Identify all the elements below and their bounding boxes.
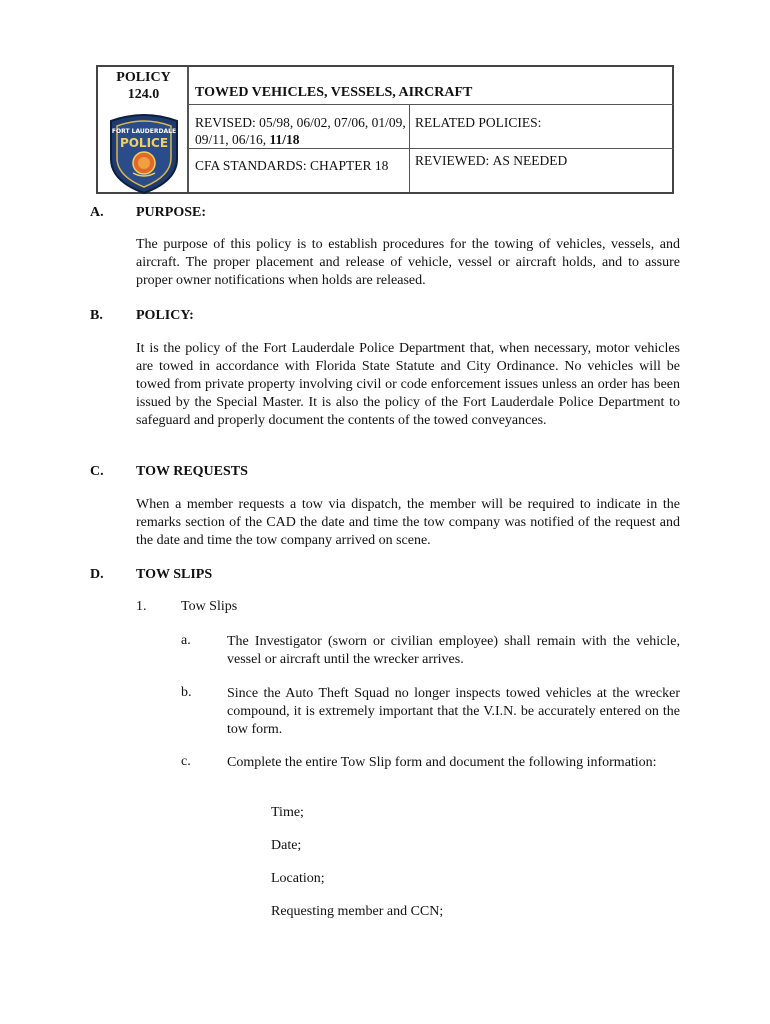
list-item: Complete the entire Tow Slip form and document the following information: xyxy=(227,755,657,770)
cfa-label: CFA STANDARDS: xyxy=(195,158,307,173)
section-letter: B. xyxy=(90,308,103,323)
police-badge-icon xyxy=(105,111,183,195)
reviewed-label: REVIEWED: xyxy=(415,153,490,168)
cfa-standards xyxy=(195,157,388,174)
section-letter: D. xyxy=(90,567,104,582)
revised-dates xyxy=(195,114,410,148)
cfa-value: CHAPTER 18 xyxy=(309,158,389,173)
header-divider xyxy=(187,104,674,105)
info-field: Time; xyxy=(271,805,304,820)
section-heading: POLICY: xyxy=(136,308,194,323)
list-item: Since the Auto Theft Squad no longer inspects towed vehicles at the wrecker compound, it is extremely important that the V.I.N. be accurately entered on the tow form. xyxy=(227,686,680,737)
section-paragraph: The purpose of this policy is to establish procedures for the towing of vehicles, vessels, and aircraft. The proper placement and release of vehicle, vessel or aircraft holds, and to assure proper owner notifications when holds are released. xyxy=(136,237,680,288)
related-policies: RELATED POLICIES: xyxy=(415,115,542,130)
revised-latest: 11/18 xyxy=(269,132,300,147)
info-field: Date; xyxy=(271,838,302,853)
policy-number-value: 124.0 xyxy=(127,87,160,102)
section-heading: PURPOSE: xyxy=(136,205,206,220)
subsection-label: Tow Slips xyxy=(181,599,238,614)
revised-dates-value: 05/98, 06/02, 07/06, 01/09, 09/11, 06/16, xyxy=(195,115,406,147)
list-item-letter: b. xyxy=(181,685,192,700)
policy-label: POLICY xyxy=(116,70,171,85)
subsection-number: 1. xyxy=(136,599,147,614)
info-field: Requesting member and CCN; xyxy=(271,904,444,919)
header-divider xyxy=(187,148,674,149)
section-paragraph: When a member requests a tow via dispatch, the member will be required to indicate in the remarks section of the CAD the date and time the tow company was notified of the request and the date and time the tow company arrived on scene. xyxy=(136,497,680,548)
badge-top-text: FORT LAUDERDALE xyxy=(111,128,177,135)
section-letter: C. xyxy=(90,464,104,479)
list-item-letter: c. xyxy=(181,754,191,769)
section-paragraph: It is the policy of the Fort Lauderdale Police Department that, when necessary, motor vehicles are towed in accordance with Florida State Statute and City Ordinance. No vehicles will be towed from private property involving civil or code enforcement issues unless an order has been issued by the Special Master. It is also the policy of the Fort Lauderdale Police Department to safeguard and properly document the contents of the towed conveyances. xyxy=(136,341,680,428)
section-letter: A. xyxy=(90,205,104,220)
list-item: The Investigator (sworn or civilian employee) shall remain with the vehicle, vessel or aircraft until the wrecker arrives. xyxy=(227,634,680,667)
revised-label: REVISED: xyxy=(195,115,256,130)
section-heading: TOW SLIPS xyxy=(136,567,213,582)
reviewed-value: AS NEEDED xyxy=(492,153,568,168)
policy-header-table xyxy=(96,65,674,194)
section-heading: TOW REQUESTS xyxy=(136,464,248,479)
list-item-letter: a. xyxy=(181,633,191,648)
badge-main-text: POLICE xyxy=(119,136,169,150)
reviewed xyxy=(415,152,567,169)
policy-number xyxy=(98,69,189,103)
info-field: Location; xyxy=(271,871,325,886)
policy-title: TOWED VEHICLES, VESSELS, AIRCRAFT xyxy=(195,85,473,100)
